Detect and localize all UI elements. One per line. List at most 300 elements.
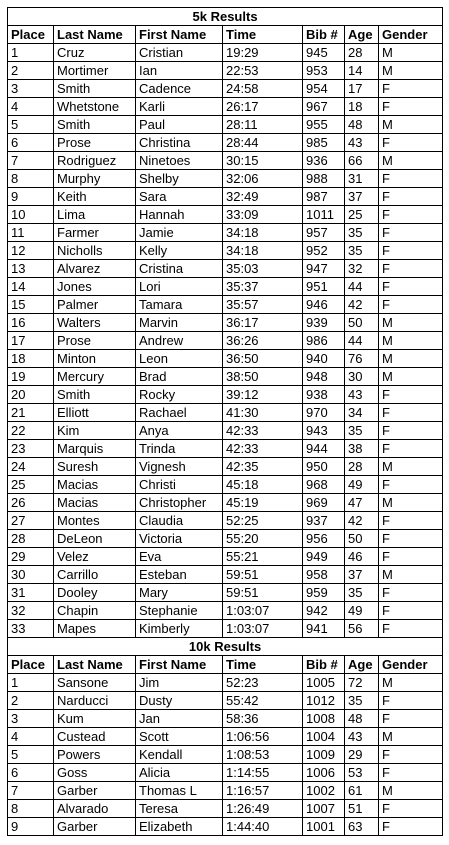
cell-gender: M <box>379 782 443 800</box>
cell-place: 30 <box>8 566 54 584</box>
cell-bib: 957 <box>303 224 345 242</box>
cell-last-name: Macias <box>54 476 136 494</box>
cell-place: 1 <box>8 44 54 62</box>
cell-first-name: Paul <box>136 116 223 134</box>
column-header-last-name: Last Name <box>54 26 136 44</box>
cell-last-name: Goss <box>54 764 136 782</box>
cell-age: 35 <box>345 224 379 242</box>
cell-time: 59:51 <box>223 584 303 602</box>
table-row <box>8 566 443 584</box>
cell-place: 11 <box>8 224 54 242</box>
cell-time: 32:49 <box>223 188 303 206</box>
cell-bib: 936 <box>303 152 345 170</box>
cell-place: 26 <box>8 494 54 512</box>
cell-gender: F <box>379 260 443 278</box>
cell-age: 44 <box>345 332 379 350</box>
cell-bib: 940 <box>303 350 345 368</box>
table-row <box>8 512 443 530</box>
cell-age: 31 <box>345 170 379 188</box>
cell-time: 38:50 <box>223 368 303 386</box>
table-row <box>8 458 443 476</box>
cell-age: 37 <box>345 188 379 206</box>
cell-place: 23 <box>8 440 54 458</box>
cell-gender: F <box>379 764 443 782</box>
cell-last-name: Kum <box>54 710 136 728</box>
cell-age: 56 <box>345 620 379 638</box>
table-row <box>8 44 443 62</box>
cell-last-name: Farmer <box>54 224 136 242</box>
table-row <box>8 386 443 404</box>
cell-gender: F <box>379 386 443 404</box>
table-row <box>8 404 443 422</box>
cell-time: 1:06:56 <box>223 728 303 746</box>
cell-age: 43 <box>345 386 379 404</box>
cell-age: 28 <box>345 44 379 62</box>
cell-last-name: Palmer <box>54 296 136 314</box>
cell-last-name: Nicholls <box>54 242 136 260</box>
cell-age: 51 <box>345 800 379 818</box>
cell-time: 32:06 <box>223 170 303 188</box>
cell-time: 34:18 <box>223 224 303 242</box>
cell-first-name: Alicia <box>136 764 223 782</box>
cell-bib: 1001 <box>303 818 345 836</box>
column-header-age: Age <box>345 26 379 44</box>
cell-last-name: DeLeon <box>54 530 136 548</box>
cell-place: 12 <box>8 242 54 260</box>
cell-first-name: Andrew <box>136 332 223 350</box>
table-row <box>8 440 443 458</box>
cell-gender: F <box>379 530 443 548</box>
cell-age: 66 <box>345 152 379 170</box>
cell-age: 53 <box>345 764 379 782</box>
table-row <box>8 692 443 710</box>
cell-bib: 1006 <box>303 764 345 782</box>
cell-bib: 951 <box>303 278 345 296</box>
cell-age: 49 <box>345 476 379 494</box>
cell-age: 34 <box>345 404 379 422</box>
cell-last-name: Dooley <box>54 584 136 602</box>
cell-last-name: Whetstone <box>54 98 136 116</box>
cell-age: 47 <box>345 494 379 512</box>
cell-last-name: Powers <box>54 746 136 764</box>
cell-last-name: Velez <box>54 548 136 566</box>
cell-first-name: Stephanie <box>136 602 223 620</box>
cell-first-name: Trinda <box>136 440 223 458</box>
cell-time: 52:25 <box>223 512 303 530</box>
cell-place: 3 <box>8 80 54 98</box>
cell-place: 5 <box>8 746 54 764</box>
table-row <box>8 818 443 836</box>
cell-place: 3 <box>8 710 54 728</box>
cell-age: 48 <box>345 116 379 134</box>
cell-bib: 1008 <box>303 710 345 728</box>
cell-gender: F <box>379 746 443 764</box>
cell-gender: F <box>379 206 443 224</box>
table-row <box>8 170 443 188</box>
cell-last-name: Montes <box>54 512 136 530</box>
cell-last-name: Narducci <box>54 692 136 710</box>
cell-last-name: Sansone <box>54 674 136 692</box>
cell-gender: F <box>379 818 443 836</box>
cell-age: 35 <box>345 422 379 440</box>
section-title: 5k Results <box>8 8 443 26</box>
cell-age: 32 <box>345 260 379 278</box>
table-row <box>8 206 443 224</box>
table-row <box>8 494 443 512</box>
cell-first-name: Thomas L <box>136 782 223 800</box>
cell-last-name: Marquis <box>54 440 136 458</box>
cell-bib: 1002 <box>303 782 345 800</box>
cell-time: 1:03:07 <box>223 602 303 620</box>
cell-bib: 941 <box>303 620 345 638</box>
cell-bib: 1009 <box>303 746 345 764</box>
cell-gender: M <box>379 674 443 692</box>
cell-first-name: Cristina <box>136 260 223 278</box>
cell-place: 17 <box>8 332 54 350</box>
table-row <box>8 530 443 548</box>
cell-place: 29 <box>8 548 54 566</box>
cell-place: 1 <box>8 674 54 692</box>
cell-time: 39:12 <box>223 386 303 404</box>
cell-bib: 970 <box>303 404 345 422</box>
cell-time: 42:35 <box>223 458 303 476</box>
cell-time: 59:51 <box>223 566 303 584</box>
table-row <box>8 728 443 746</box>
cell-gender: F <box>379 170 443 188</box>
cell-gender: M <box>379 494 443 512</box>
cell-first-name: Kimberly <box>136 620 223 638</box>
cell-first-name: Eva <box>136 548 223 566</box>
cell-first-name: Cristian <box>136 44 223 62</box>
cell-time: 1:44:40 <box>223 818 303 836</box>
cell-first-name: Jamie <box>136 224 223 242</box>
cell-first-name: Elizabeth <box>136 818 223 836</box>
cell-place: 31 <box>8 584 54 602</box>
cell-first-name: Victoria <box>136 530 223 548</box>
cell-first-name: Shelby <box>136 170 223 188</box>
cell-gender: F <box>379 710 443 728</box>
table-row <box>8 62 443 80</box>
column-header-gender: Gender <box>379 656 443 674</box>
cell-bib: 942 <box>303 602 345 620</box>
section-title-row <box>8 8 443 26</box>
cell-bib: 967 <box>303 98 345 116</box>
cell-last-name: Cruz <box>54 44 136 62</box>
cell-age: 48 <box>345 710 379 728</box>
cell-place: 5 <box>8 116 54 134</box>
cell-gender: M <box>379 458 443 476</box>
cell-last-name: Prose <box>54 134 136 152</box>
cell-gender: F <box>379 98 443 116</box>
cell-last-name: Alvarez <box>54 260 136 278</box>
cell-gender: M <box>379 566 443 584</box>
table-row <box>8 188 443 206</box>
cell-last-name: Garber <box>54 818 136 836</box>
cell-bib: 949 <box>303 548 345 566</box>
table-row <box>8 296 443 314</box>
cell-gender: F <box>379 602 443 620</box>
cell-first-name: Teresa <box>136 800 223 818</box>
section-title-row <box>8 638 443 656</box>
cell-first-name: Dusty <box>136 692 223 710</box>
cell-bib: 943 <box>303 422 345 440</box>
cell-time: 52:23 <box>223 674 303 692</box>
cell-bib: 947 <box>303 260 345 278</box>
cell-last-name: Elliott <box>54 404 136 422</box>
table-row <box>8 332 443 350</box>
column-header-gender: Gender <box>379 26 443 44</box>
table-row <box>8 278 443 296</box>
table-row <box>8 800 443 818</box>
cell-first-name: Vignesh <box>136 458 223 476</box>
cell-time: 33:09 <box>223 206 303 224</box>
cell-place: 25 <box>8 476 54 494</box>
cell-age: 42 <box>345 512 379 530</box>
cell-age: 38 <box>345 440 379 458</box>
cell-place: 19 <box>8 368 54 386</box>
table-row <box>8 368 443 386</box>
table-row <box>8 152 443 170</box>
table-row <box>8 350 443 368</box>
cell-age: 25 <box>345 206 379 224</box>
cell-bib: 950 <box>303 458 345 476</box>
cell-last-name: Walters <box>54 314 136 332</box>
cell-time: 34:18 <box>223 242 303 260</box>
cell-age: 72 <box>345 674 379 692</box>
cell-bib: 959 <box>303 584 345 602</box>
cell-bib: 1011 <box>303 206 345 224</box>
cell-bib: 985 <box>303 134 345 152</box>
table-row <box>8 80 443 98</box>
cell-time: 1:14:55 <box>223 764 303 782</box>
cell-gender: F <box>379 224 443 242</box>
cell-bib: 945 <box>303 44 345 62</box>
cell-time: 35:03 <box>223 260 303 278</box>
cell-place: 2 <box>8 62 54 80</box>
cell-place: 8 <box>8 170 54 188</box>
cell-age: 46 <box>345 548 379 566</box>
table-row <box>8 548 443 566</box>
cell-age: 35 <box>345 584 379 602</box>
column-header-age: Age <box>345 656 379 674</box>
cell-place: 4 <box>8 98 54 116</box>
cell-bib: 937 <box>303 512 345 530</box>
cell-first-name: Ian <box>136 62 223 80</box>
cell-first-name: Hannah <box>136 206 223 224</box>
cell-gender: F <box>379 440 443 458</box>
cell-bib: 1004 <box>303 728 345 746</box>
cell-time: 55:21 <box>223 548 303 566</box>
cell-last-name: Smith <box>54 386 136 404</box>
cell-last-name: Jones <box>54 278 136 296</box>
cell-age: 37 <box>345 566 379 584</box>
cell-bib: 952 <box>303 242 345 260</box>
cell-first-name: Esteban <box>136 566 223 584</box>
table-row <box>8 476 443 494</box>
table-row <box>8 674 443 692</box>
results-table-body <box>8 8 443 836</box>
cell-last-name: Alvarado <box>54 800 136 818</box>
cell-last-name: Kim <box>54 422 136 440</box>
cell-age: 50 <box>345 530 379 548</box>
cell-time: 42:33 <box>223 440 303 458</box>
cell-place: 4 <box>8 728 54 746</box>
cell-bib: 946 <box>303 296 345 314</box>
cell-place: 21 <box>8 404 54 422</box>
cell-gender: M <box>379 44 443 62</box>
cell-first-name: Marvin <box>136 314 223 332</box>
cell-gender: F <box>379 278 443 296</box>
cell-time: 1:03:07 <box>223 620 303 638</box>
cell-place: 20 <box>8 386 54 404</box>
cell-first-name: Cadence <box>136 80 223 98</box>
cell-first-name: Scott <box>136 728 223 746</box>
cell-first-name: Jim <box>136 674 223 692</box>
cell-last-name: Chapin <box>54 602 136 620</box>
cell-gender: F <box>379 188 443 206</box>
cell-age: 35 <box>345 692 379 710</box>
cell-first-name: Jan <box>136 710 223 728</box>
cell-last-name: Mapes <box>54 620 136 638</box>
cell-place: 7 <box>8 152 54 170</box>
cell-age: 28 <box>345 458 379 476</box>
cell-place: 18 <box>8 350 54 368</box>
cell-gender: F <box>379 584 443 602</box>
cell-time: 36:26 <box>223 332 303 350</box>
cell-gender: M <box>379 314 443 332</box>
cell-age: 43 <box>345 728 379 746</box>
cell-time: 30:15 <box>223 152 303 170</box>
cell-place: 7 <box>8 782 54 800</box>
cell-last-name: Lima <box>54 206 136 224</box>
cell-place: 27 <box>8 512 54 530</box>
table-row <box>8 602 443 620</box>
cell-gender: F <box>379 548 443 566</box>
cell-time: 22:53 <box>223 62 303 80</box>
cell-time: 1:16:57 <box>223 782 303 800</box>
cell-gender: M <box>379 332 443 350</box>
cell-last-name: Murphy <box>54 170 136 188</box>
cell-time: 45:19 <box>223 494 303 512</box>
cell-bib: 1005 <box>303 674 345 692</box>
column-header-place: Place <box>8 656 54 674</box>
cell-bib: 1007 <box>303 800 345 818</box>
cell-last-name: Prose <box>54 332 136 350</box>
cell-bib: 958 <box>303 566 345 584</box>
cell-gender: F <box>379 80 443 98</box>
column-header-first-name: First Name <box>136 656 223 674</box>
table-row <box>8 782 443 800</box>
cell-gender: M <box>379 350 443 368</box>
cell-age: 29 <box>345 746 379 764</box>
table-row <box>8 710 443 728</box>
cell-bib: 953 <box>303 62 345 80</box>
cell-time: 45:18 <box>223 476 303 494</box>
cell-gender: F <box>379 296 443 314</box>
cell-last-name: Smith <box>54 80 136 98</box>
cell-place: 9 <box>8 818 54 836</box>
cell-time: 55:20 <box>223 530 303 548</box>
cell-gender: F <box>379 476 443 494</box>
cell-bib: 955 <box>303 116 345 134</box>
cell-first-name: Kendall <box>136 746 223 764</box>
cell-first-name: Rocky <box>136 386 223 404</box>
column-header-place: Place <box>8 26 54 44</box>
cell-bib: 986 <box>303 332 345 350</box>
cell-time: 42:33 <box>223 422 303 440</box>
cell-gender: F <box>379 800 443 818</box>
cell-time: 1:08:53 <box>223 746 303 764</box>
cell-bib: 954 <box>303 80 345 98</box>
cell-time: 36:17 <box>223 314 303 332</box>
table-row <box>8 746 443 764</box>
cell-age: 30 <box>345 368 379 386</box>
cell-first-name: Karli <box>136 98 223 116</box>
cell-age: 17 <box>345 80 379 98</box>
cell-gender: M <box>379 368 443 386</box>
cell-place: 24 <box>8 458 54 476</box>
table-row <box>8 224 443 242</box>
table-row <box>8 584 443 602</box>
cell-age: 43 <box>345 134 379 152</box>
cell-first-name: Rachael <box>136 404 223 422</box>
cell-age: 35 <box>345 242 379 260</box>
cell-last-name: Mortimer <box>54 62 136 80</box>
cell-time: 55:42 <box>223 692 303 710</box>
cell-place: 22 <box>8 422 54 440</box>
cell-age: 18 <box>345 98 379 116</box>
cell-last-name: Minton <box>54 350 136 368</box>
cell-gender: F <box>379 692 443 710</box>
cell-age: 42 <box>345 296 379 314</box>
cell-last-name: Suresh <box>54 458 136 476</box>
column-header-first-name: First Name <box>136 26 223 44</box>
table-row <box>8 260 443 278</box>
cell-bib: 944 <box>303 440 345 458</box>
cell-age: 44 <box>345 278 379 296</box>
column-header-last-name: Last Name <box>54 656 136 674</box>
cell-gender: M <box>379 728 443 746</box>
cell-bib: 938 <box>303 386 345 404</box>
cell-first-name: Ninetoes <box>136 152 223 170</box>
cell-first-name: Mary <box>136 584 223 602</box>
cell-age: 63 <box>345 818 379 836</box>
cell-last-name: Macias <box>54 494 136 512</box>
cell-bib: 969 <box>303 494 345 512</box>
cell-time: 41:30 <box>223 404 303 422</box>
table-row <box>8 116 443 134</box>
table-row <box>8 134 443 152</box>
cell-time: 26:17 <box>223 98 303 116</box>
cell-gender: F <box>379 404 443 422</box>
cell-place: 9 <box>8 188 54 206</box>
cell-first-name: Tamara <box>136 296 223 314</box>
cell-first-name: Brad <box>136 368 223 386</box>
cell-place: 13 <box>8 260 54 278</box>
cell-first-name: Anya <box>136 422 223 440</box>
cell-place: 14 <box>8 278 54 296</box>
cell-bib: 939 <box>303 314 345 332</box>
cell-time: 35:37 <box>223 278 303 296</box>
cell-gender: M <box>379 116 443 134</box>
column-header-bib: Bib # <box>303 656 345 674</box>
cell-gender: F <box>379 134 443 152</box>
results-table <box>7 7 443 836</box>
cell-last-name: Smith <box>54 116 136 134</box>
cell-gender: F <box>379 422 443 440</box>
cell-time: 36:50 <box>223 350 303 368</box>
cell-first-name: Claudia <box>136 512 223 530</box>
